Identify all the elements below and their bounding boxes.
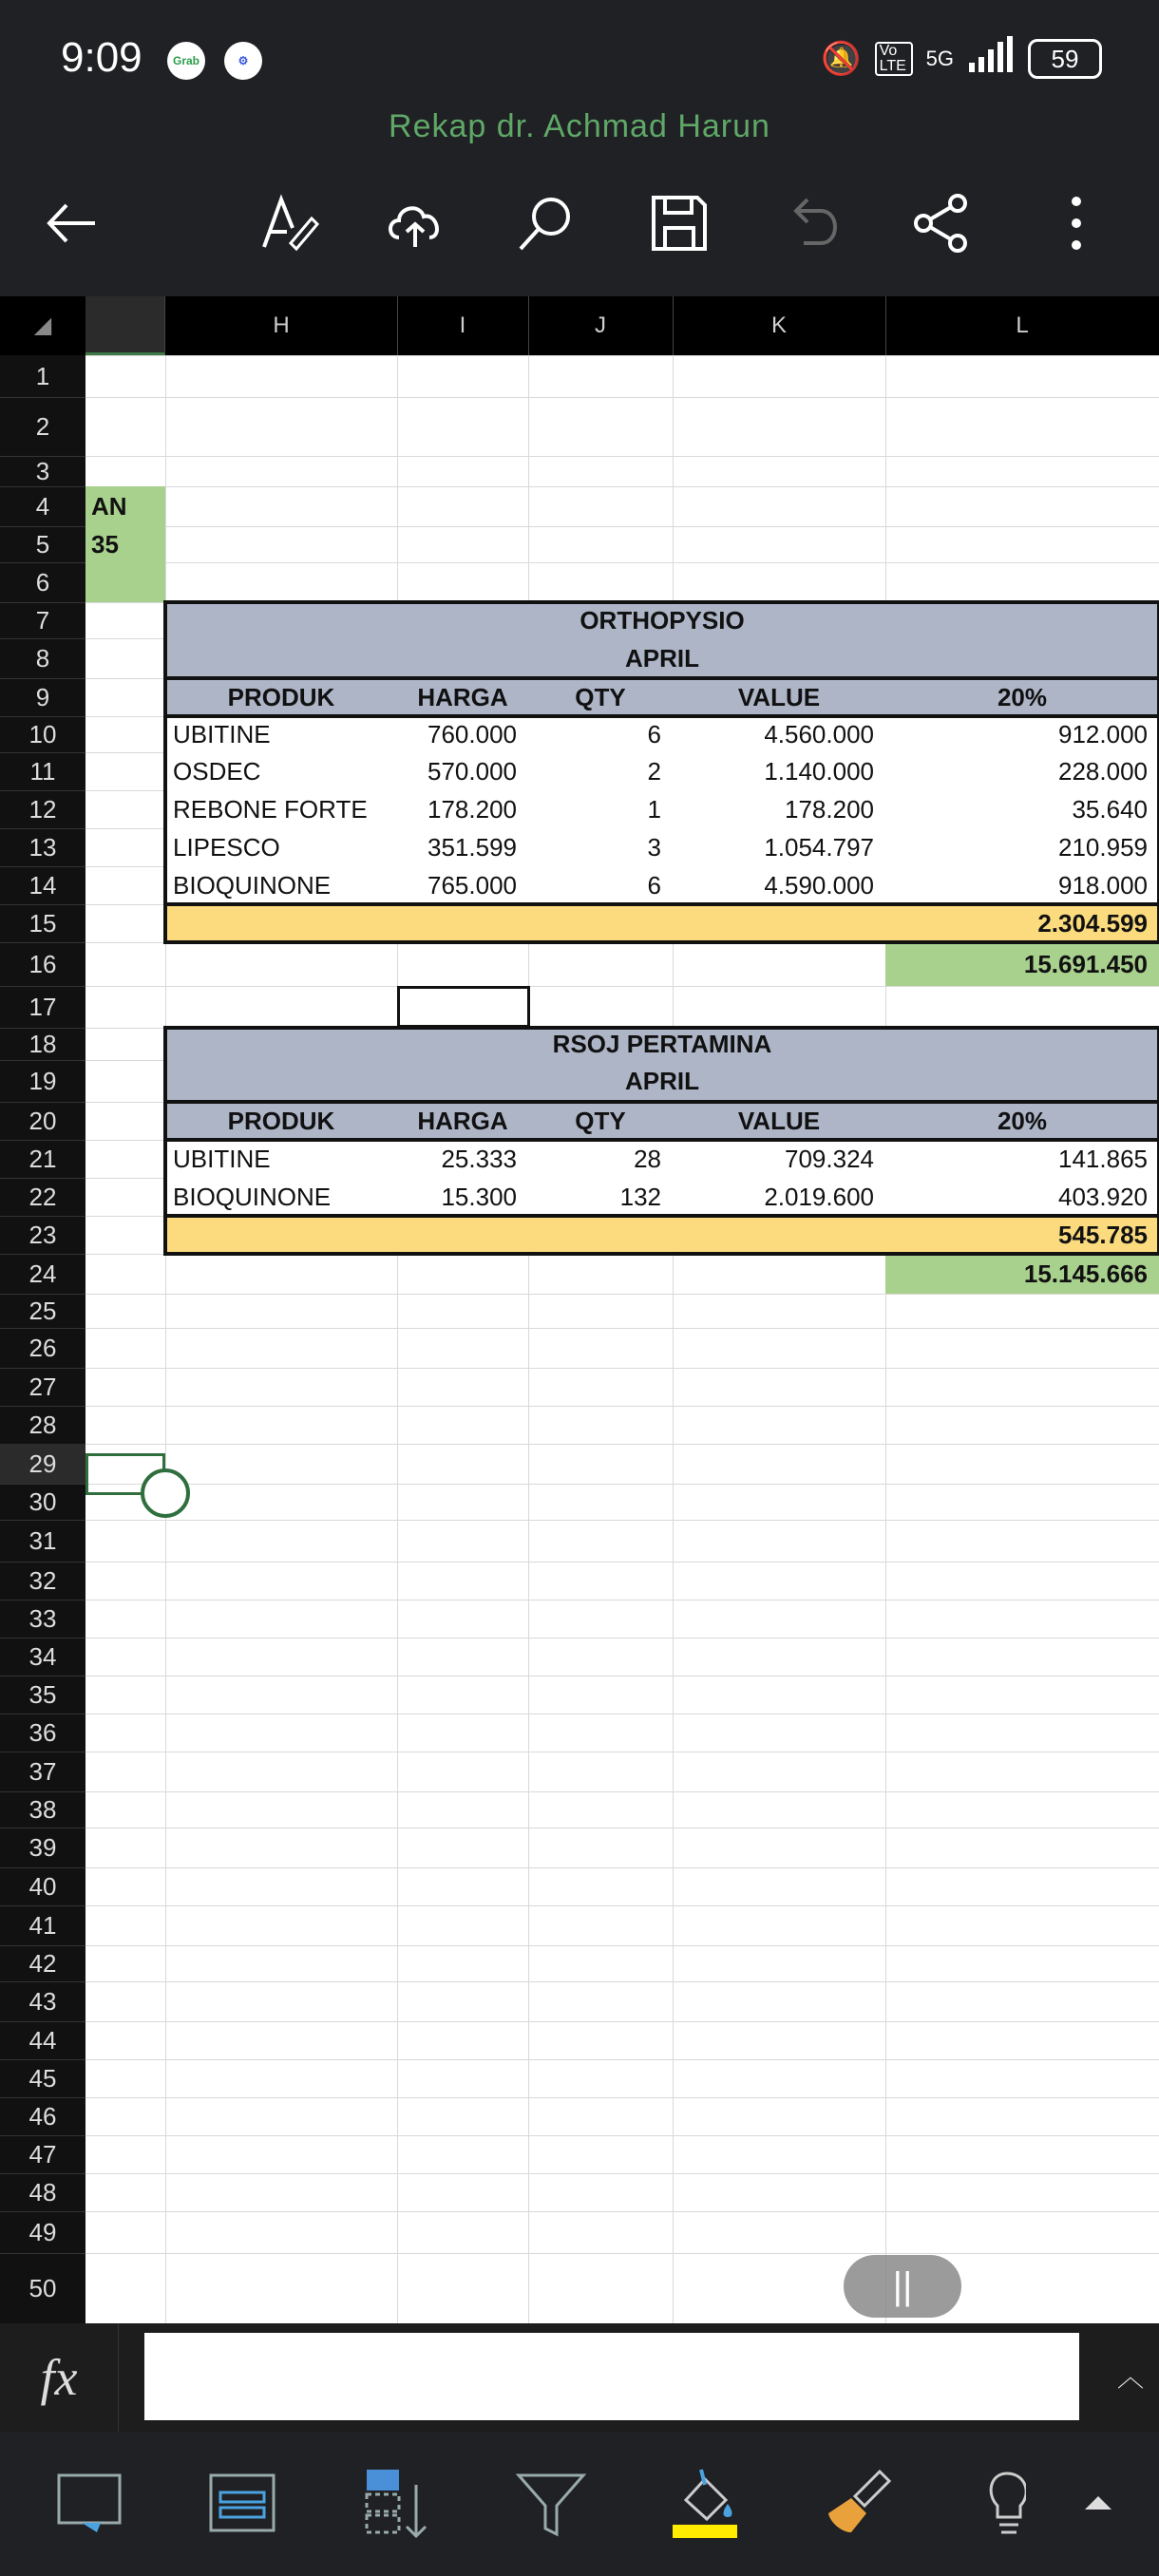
row-header[interactable]: 3 (0, 456, 86, 487)
grid-line (86, 355, 1159, 356)
bottom-toolbar (0, 2432, 1159, 2576)
grid-line (86, 986, 1159, 987)
sheet-view-icon[interactable] (53, 2466, 139, 2551)
grid-line (86, 1945, 1159, 1946)
grid-line (86, 1562, 1159, 1563)
grid-line (86, 1328, 1159, 1329)
freeze-pane-icon[interactable] (205, 2466, 291, 2551)
table-cell[interactable]: 6 (647, 720, 661, 748)
formula-bar (0, 2323, 1159, 2432)
row-header[interactable]: 30 (0, 1484, 86, 1521)
row-header[interactable]: 22 (0, 1178, 86, 1217)
column-header-k[interactable]: K (673, 296, 886, 355)
table-month[interactable]: APRIL (625, 1067, 699, 1095)
row-header[interactable]: 32 (0, 1562, 86, 1601)
grand-total-value[interactable]: 15.145.666 (1023, 1260, 1148, 1288)
filter-icon[interactable] (513, 2466, 598, 2551)
row-header[interactable]: 36 (0, 1714, 86, 1752)
row-header[interactable]: 7 (0, 602, 86, 639)
grab-app-icon: Grab (167, 42, 205, 80)
column-header-g[interactable] (86, 296, 165, 355)
table-cell[interactable]: 765.000 (428, 871, 517, 900)
row-header[interactable]: 29 (0, 1444, 86, 1485)
signal-icon (967, 36, 1015, 81)
pen-icon[interactable] (245, 180, 331, 266)
row-header[interactable]: 43 (0, 1981, 86, 2022)
network-label: 5G (925, 46, 954, 70)
table-cell[interactable]: OSDEC (173, 757, 261, 786)
status-right (821, 36, 1102, 81)
grid-line (86, 1867, 1159, 1868)
column-header-cell[interactable]: QTY (575, 1107, 626, 1135)
cell-g5[interactable]: 35 (91, 530, 119, 559)
status-bar (0, 0, 1159, 114)
row-header[interactable]: 14 (0, 866, 86, 905)
row-header[interactable]: 1 (0, 355, 86, 398)
row-header[interactable]: 49 (0, 2211, 86, 2254)
table-cell[interactable]: 178.200 (428, 795, 517, 824)
grid-line (86, 1600, 1159, 1601)
sort-icon[interactable] (359, 2466, 445, 2551)
column-header-h[interactable]: H (165, 296, 398, 355)
document-title: Rekap dr. Achmad Harun (389, 108, 770, 144)
mute-icon: 🔕 (821, 40, 862, 77)
spreadsheet-grid[interactable] (86, 355, 1159, 2323)
row-header[interactable]: 2 (0, 397, 86, 457)
table-cell[interactable]: 228.000 (1058, 757, 1148, 786)
column-header-cell[interactable]: VALUE (737, 683, 821, 711)
row-header[interactable]: 27 (0, 1368, 86, 1407)
grid-line (86, 2059, 1159, 2060)
idea-icon[interactable] (978, 2466, 1026, 2551)
grid-line (86, 2173, 1159, 2174)
grid-line (86, 1791, 1159, 1792)
column-header-cell[interactable]: PRODUK (227, 683, 335, 711)
row-header[interactable]: 21 (0, 1140, 86, 1179)
column-header-cell[interactable]: VALUE (737, 1107, 821, 1135)
column-header-i[interactable]: I (397, 296, 529, 355)
subtotal-value[interactable]: 545.785 (1058, 1221, 1148, 1249)
row-header[interactable]: 45 (0, 2059, 86, 2098)
table-cell[interactable]: LIPESCO (173, 833, 280, 862)
table-cell[interactable]: 4.590.000 (764, 871, 874, 900)
table-cell[interactable]: 132 (619, 1183, 661, 1211)
scroll-handle[interactable]: || (844, 2255, 961, 2318)
table-cell[interactable]: BIOQUINONE (173, 871, 332, 900)
grid-line (86, 1406, 1159, 1407)
row-header[interactable]: 35 (0, 1676, 86, 1714)
table-cell[interactable]: 1.054.797 (764, 833, 874, 862)
grid-line (86, 2211, 1159, 2212)
more-icon[interactable] (1034, 180, 1119, 266)
table-month[interactable]: APRIL (625, 644, 699, 672)
table-cell[interactable]: 178.200 (785, 795, 874, 824)
row-header-bar (0, 355, 86, 2323)
table-cell[interactable]: 918.000 (1058, 871, 1148, 900)
grid-line (86, 397, 1159, 398)
column-header-cell[interactable]: 20% (997, 1107, 1048, 1135)
table-cell[interactable]: 709.324 (785, 1145, 874, 1173)
row-header[interactable]: 15 (0, 904, 86, 943)
volte-icon: Vo LTE (875, 42, 913, 76)
grid-line (86, 456, 1159, 457)
row-header[interactable]: 26 (0, 1328, 86, 1369)
row-header[interactable]: 23 (0, 1216, 86, 1255)
grid-line (86, 2097, 1159, 2098)
row-header[interactable]: 37 (0, 1752, 86, 1792)
select-all-corner[interactable]: ◢ (0, 296, 86, 355)
row-header[interactable]: 34 (0, 1638, 86, 1676)
cell-i17-bordered[interactable] (397, 986, 530, 1028)
grand-total-value[interactable]: 15.691.450 (1023, 950, 1148, 978)
settings-icon: ⚙ (224, 42, 262, 80)
table-title[interactable]: ORTHOPYSIO (580, 606, 745, 635)
row-header[interactable]: 13 (0, 828, 86, 867)
table-cell[interactable]: 210.959 (1058, 833, 1148, 862)
table-cell[interactable]: 35.640 (1072, 795, 1148, 824)
table-cell[interactable]: BIOQUINONE (173, 1183, 332, 1211)
row-header[interactable]: 41 (0, 1905, 86, 1946)
column-header-cell[interactable]: 20% (997, 683, 1048, 711)
top-toolbar (0, 180, 1159, 266)
column-header-cell[interactable]: QTY (575, 683, 626, 711)
table-cell[interactable]: 25.333 (441, 1145, 517, 1173)
table-cell[interactable]: 2 (647, 757, 661, 786)
row-header[interactable]: 33 (0, 1600, 86, 1638)
row-header[interactable]: 10 (0, 716, 86, 753)
table-title[interactable]: RSOJ PERTAMINA (552, 1030, 772, 1058)
grid-line (86, 1484, 1159, 1485)
grid-line (86, 1294, 1159, 1295)
row-header[interactable]: 8 (0, 638, 86, 679)
grid-line (86, 1368, 1159, 1369)
row-header[interactable]: 39 (0, 1828, 86, 1868)
row-header[interactable]: 24 (0, 1254, 86, 1295)
back-arrow-icon[interactable] (28, 180, 114, 266)
table-cell[interactable]: 403.920 (1058, 1183, 1148, 1211)
table-cell[interactable]: 351.599 (428, 833, 517, 862)
grid-line (86, 2021, 1159, 2022)
column-header-bar (0, 296, 1159, 355)
row-header[interactable]: 42 (0, 1945, 86, 1982)
cell-g4[interactable]: AN (91, 492, 127, 521)
column-header-l[interactable]: L (885, 296, 1159, 355)
battery-indicator: 59 (1028, 39, 1102, 79)
row-header[interactable]: 40 (0, 1867, 86, 1906)
row-header[interactable]: 46 (0, 2097, 86, 2136)
grid-line (86, 562, 1159, 563)
row-header[interactable]: 50 (0, 2253, 86, 2324)
table-cell[interactable]: 1 (647, 795, 661, 824)
expand-toolbar-icon[interactable] (1064, 2466, 1150, 2551)
column-header-cell[interactable]: PRODUK (227, 1107, 335, 1135)
row-header[interactable]: 38 (0, 1791, 86, 1828)
column-header-j[interactable]: J (528, 296, 674, 355)
grid-line (86, 1520, 1159, 1521)
row-header[interactable]: 44 (0, 2021, 86, 2060)
grid-line (86, 1981, 1159, 1982)
search-icon[interactable] (504, 180, 589, 266)
undo-icon[interactable] (770, 180, 855, 266)
table-cell[interactable]: UBITINE (173, 720, 271, 748)
table-cell[interactable]: 15.300 (441, 1183, 517, 1211)
save-icon[interactable] (636, 180, 722, 266)
table-cell[interactable]: 6 (647, 871, 661, 900)
row-header[interactable]: 17 (0, 986, 86, 1029)
row-header[interactable]: 28 (0, 1406, 86, 1445)
table-cell[interactable]: 760.000 (428, 720, 517, 748)
selection-handle[interactable] (141, 1468, 190, 1518)
column-header-cell[interactable]: HARGA (417, 683, 508, 711)
row-header[interactable]: 11 (0, 752, 86, 791)
table-cell[interactable]: 2.019.600 (764, 1183, 874, 1211)
row-header[interactable]: 31 (0, 1520, 86, 1563)
grid-line (86, 2253, 1159, 2254)
table-cell[interactable]: 1.140.000 (764, 757, 874, 786)
row-header[interactable]: 48 (0, 2173, 86, 2212)
table-cell[interactable]: 28 (634, 1145, 661, 1173)
table-cell[interactable]: UBITINE (173, 1145, 271, 1173)
row-header[interactable]: 9 (0, 678, 86, 717)
table-cell[interactable]: 912.000 (1058, 720, 1148, 748)
row-header[interactable]: 6 (0, 562, 86, 603)
subtotal-value[interactable]: 2.304.599 (1037, 909, 1148, 938)
row-header[interactable]: 25 (0, 1294, 86, 1329)
fill-color-icon[interactable] (667, 2466, 752, 2551)
row-header[interactable]: 20 (0, 1102, 86, 1141)
row-header[interactable]: 4 (0, 486, 86, 527)
column-header-cell[interactable]: HARGA (417, 1107, 508, 1135)
table-cell[interactable]: 3 (647, 833, 661, 862)
row-header[interactable]: 19 (0, 1060, 86, 1103)
row-header[interactable]: 5 (0, 526, 86, 563)
cloud-upload-icon[interactable] (372, 180, 458, 266)
status-time: 9:09 (61, 34, 142, 81)
fx-label[interactable]: fx (0, 2323, 119, 2432)
row-header[interactable]: 16 (0, 942, 86, 987)
row-header[interactable]: 47 (0, 2135, 86, 2174)
grid-line (86, 2135, 1159, 2136)
grid-line (86, 1905, 1159, 1906)
table-cell[interactable]: 570.000 (428, 757, 517, 786)
chevron-up-icon[interactable]: ︿ (1116, 2362, 1144, 2392)
table-cell[interactable]: 4.560.000 (764, 720, 874, 748)
grid-line (86, 1444, 1159, 1445)
row-header[interactable]: 12 (0, 790, 86, 829)
share-icon[interactable] (899, 180, 984, 266)
top-bar (0, 0, 1159, 296)
grid-line (86, 526, 1159, 527)
table-cell[interactable]: 141.865 (1058, 1145, 1148, 1173)
formula-input[interactable] (144, 2333, 1079, 2420)
table-cell[interactable]: REBONE FORTE (173, 795, 368, 824)
grid-line (86, 486, 1159, 487)
row-header[interactable]: 18 (0, 1028, 86, 1061)
format-painter-icon[interactable] (823, 2466, 908, 2551)
